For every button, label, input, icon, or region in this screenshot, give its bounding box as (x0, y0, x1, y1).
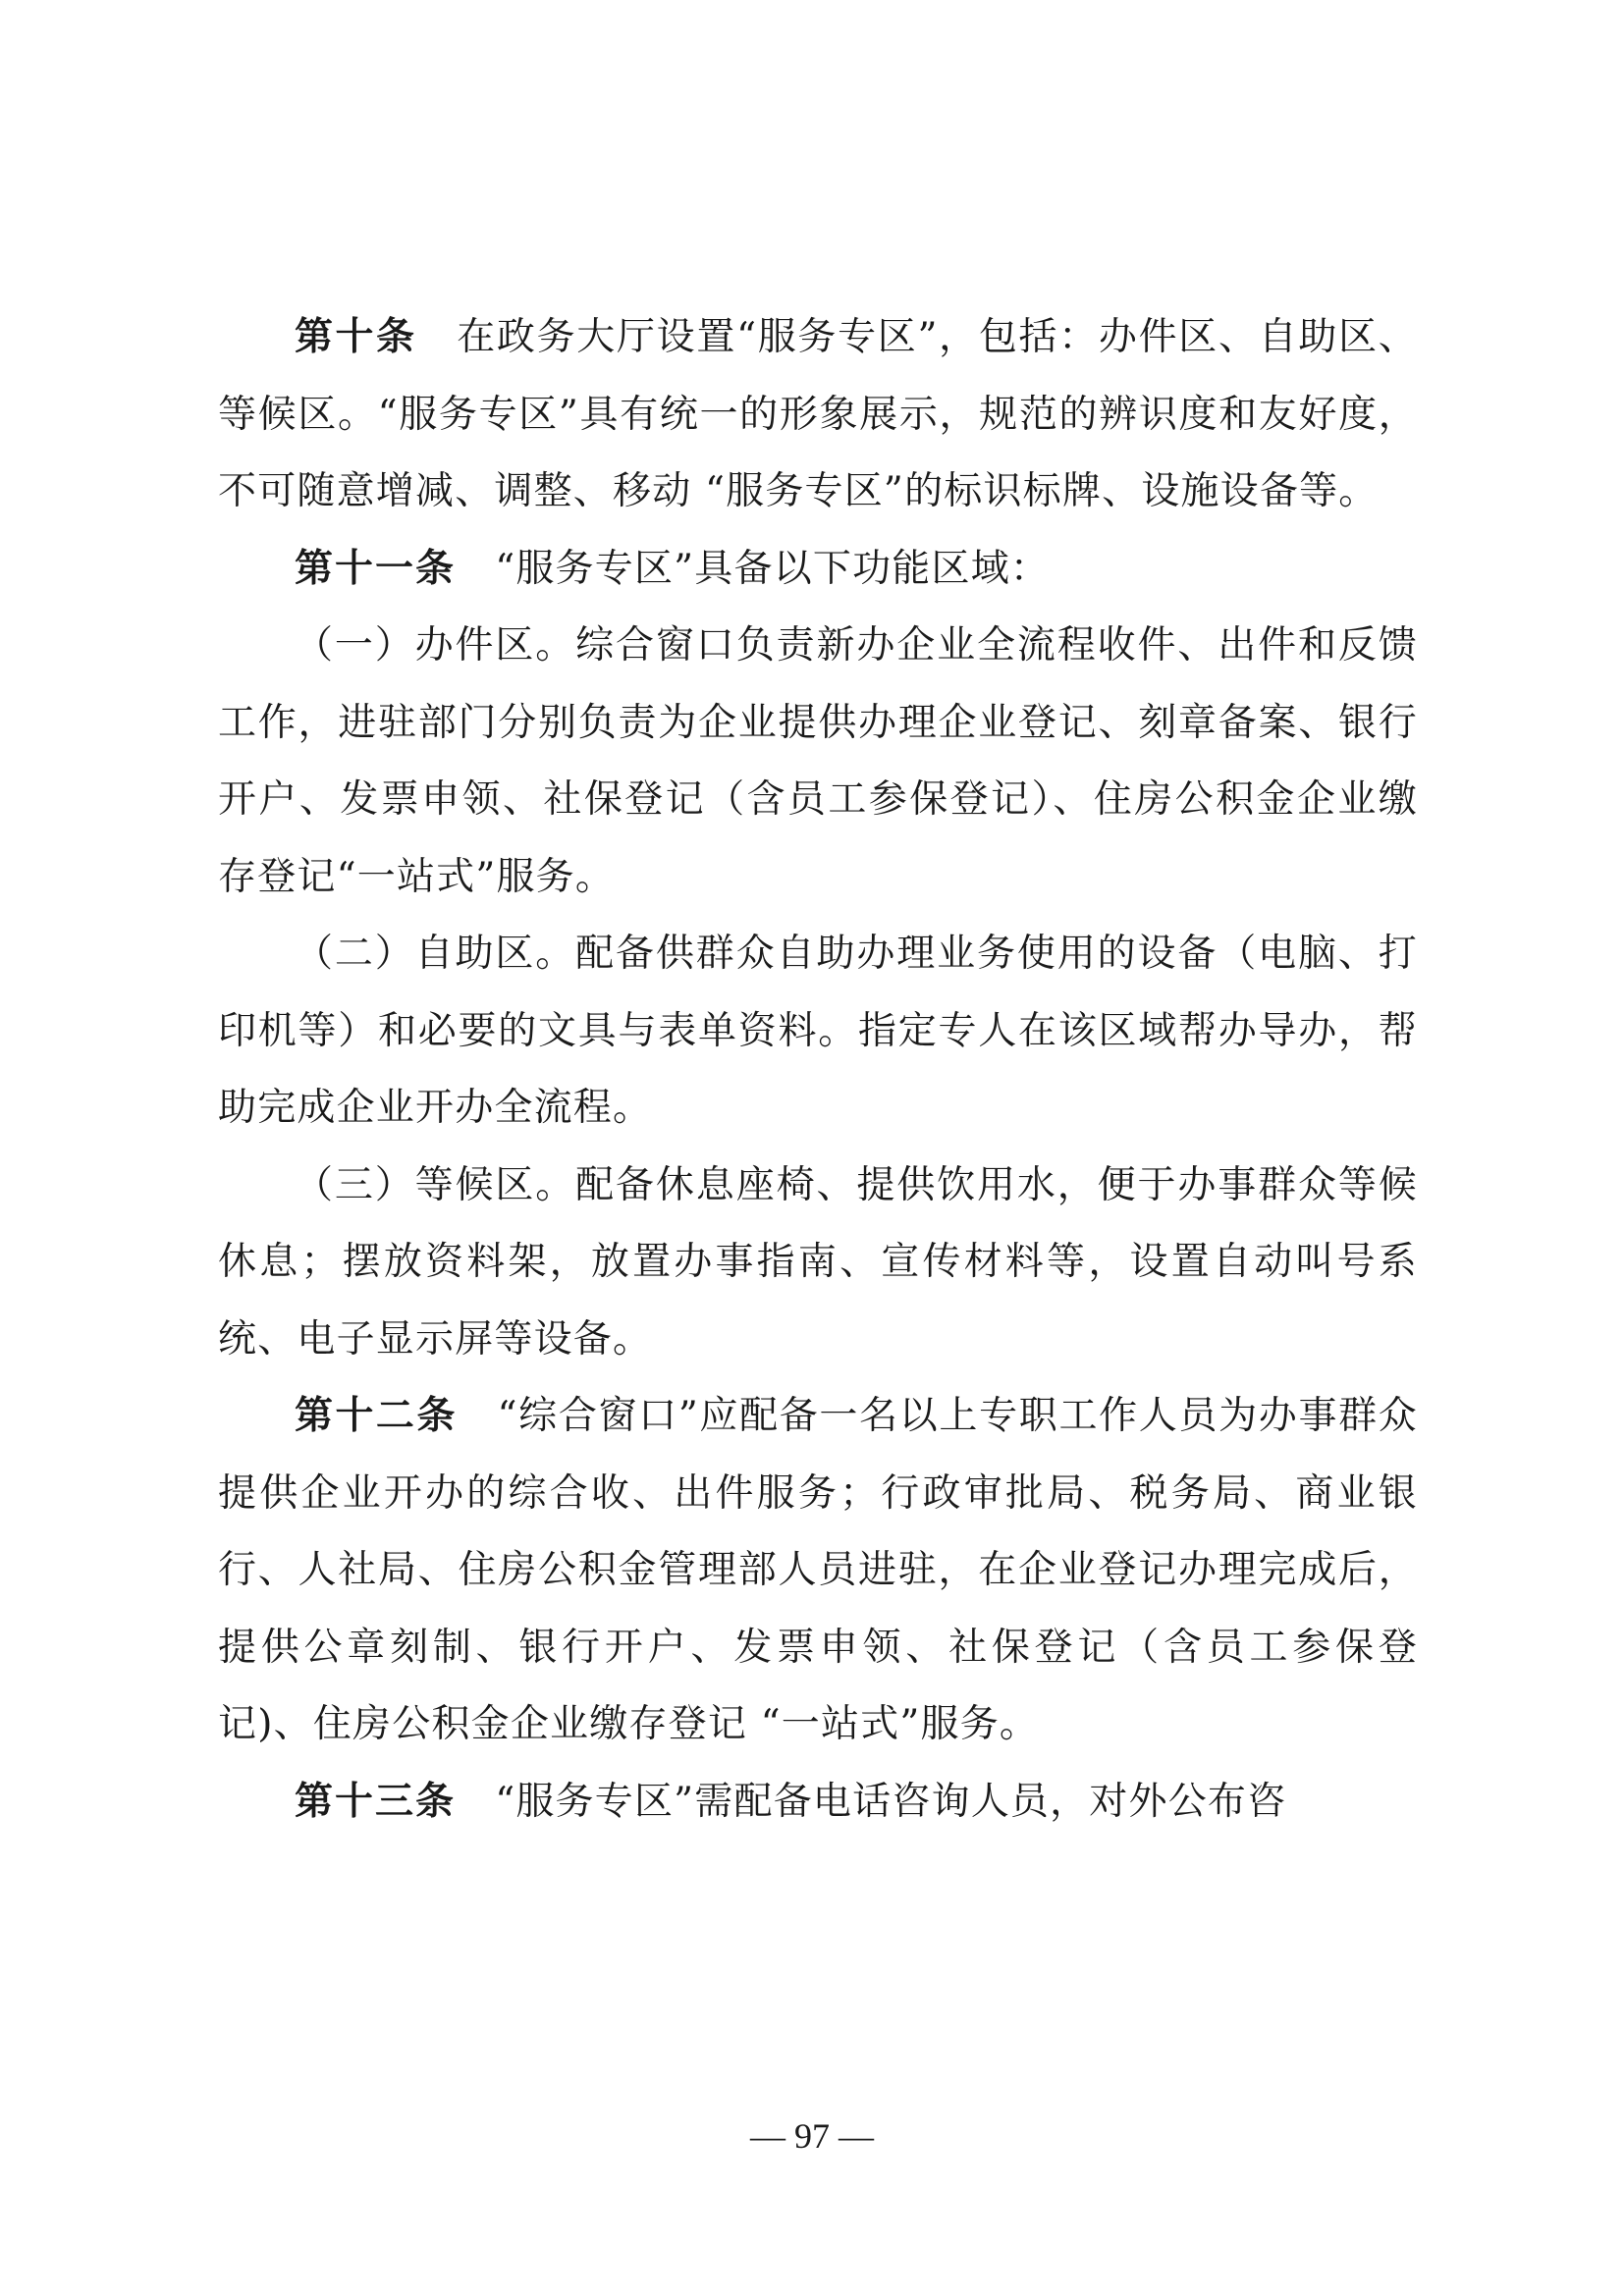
paragraph-text: （一）办件区。综合窗口负责新办企业全流程收件、出件和反馈工作，进驻部门分别负责为企业提供办理企业登记、刻章备案、银行开户、发票申领、社保登记（含员工参保登记）、住房公积金企业缴存登记“一站式”服务。 (218, 623, 1418, 899)
paragraph-article-11 (218, 531, 1418, 609)
paragraph-article-10 (218, 299, 1418, 531)
paragraph-text: “服务专区”具备以下功能区域： (495, 546, 1051, 591)
paragraph-text: （三）等候区。配备休息座椅、提供饮用水，便于办事群众等候休息；摆放资料架，放置办事指南、宣传材料等，设置自动叫号系统、电子显示屏等设备。 (218, 1162, 1418, 1362)
paragraph-article-13 (218, 1764, 1418, 1842)
paragraph-text: （二）自助区。配备供群众自助办理业务使用的设备（电脑、打印机等）和必要的文具与表单资料。指定专人在该区域帮办导办，帮助完成企业开办全流程。 (218, 932, 1418, 1130)
paragraph-text: 在政务大厅设置“服务专区”，包括：办件区、自助区、等候区。“服务专区”具有统一的形象展示，规范的辨识度和友好度，不可随意增减、调整、移动 “服务专区”的标识标牌、设施设备等。 (218, 315, 1418, 513)
article-heading: 第十三条 (295, 1779, 457, 1824)
page-number: — 97 — (750, 2116, 874, 2156)
document-body (218, 299, 1418, 1841)
paragraph-text: “综合窗口”应配备一名以上专职工作人员为办事群众提供企业开办的综合收、出件服务；行政审批局、税务局、商业银行、人社局、住房公积金管理部人员进驻，在企业登记办理完成后，提供公章刻制、银行开户、发票申领、社保登记（含员工参保登记)、住房公积金企业缴存登记 “一站式”服务。 (218, 1394, 1418, 1746)
paragraph-article-12 (218, 1378, 1418, 1764)
article-heading: 第十条 (295, 315, 417, 359)
article-heading: 第十二条 (295, 1394, 458, 1438)
paragraph-item-3 (218, 1148, 1418, 1379)
paragraph-item-2 (218, 916, 1418, 1148)
paragraph-item-1 (218, 608, 1418, 916)
article-heading: 第十一条 (295, 546, 457, 591)
paragraph-text: “服务专区”需配备电话咨询人员，对外公布咨 (495, 1779, 1287, 1824)
